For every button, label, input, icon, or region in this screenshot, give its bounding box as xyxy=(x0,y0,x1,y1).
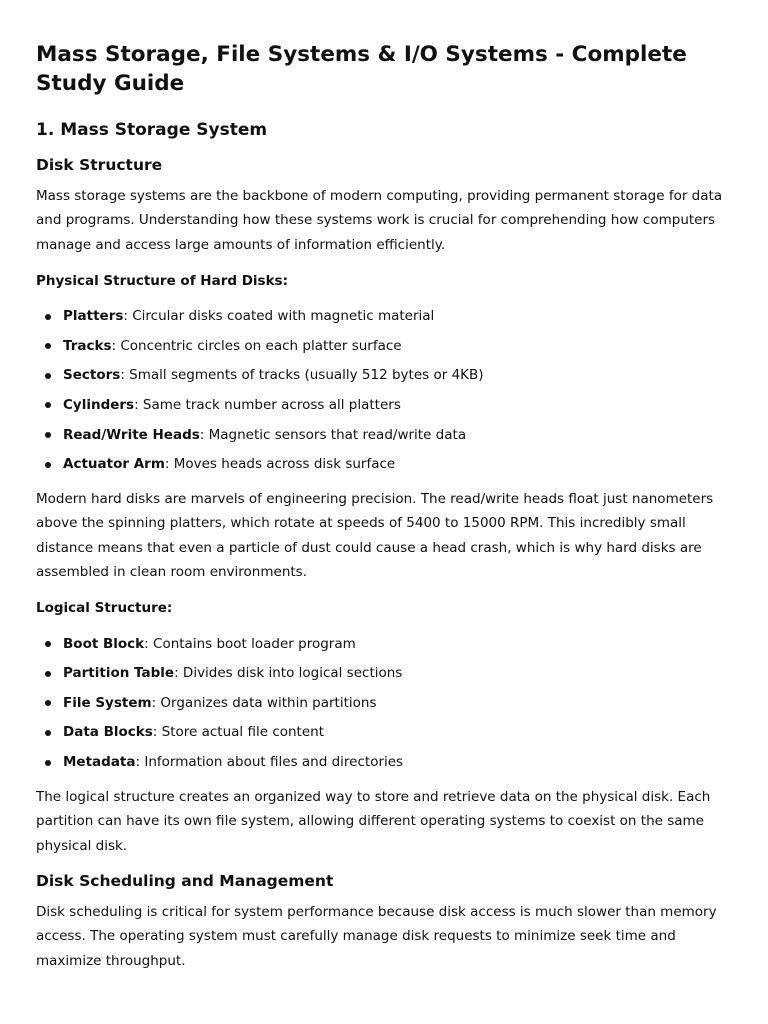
bullet-icon xyxy=(45,343,51,349)
list-item xyxy=(36,662,732,684)
list-desc: : Information about files and directories xyxy=(135,754,404,771)
list-term: File System xyxy=(63,694,152,711)
physical-structure-label: Physical Structure of Hard Disks: xyxy=(36,272,288,289)
list-desc: : Contains boot loader program xyxy=(144,635,356,652)
list-item xyxy=(36,633,732,655)
list-desc: : Concentric circles on each platter surface xyxy=(111,337,402,354)
list-item xyxy=(36,335,732,357)
list-term: Metadata xyxy=(63,754,136,771)
list-term: Sectors xyxy=(63,367,121,384)
list-desc: : Organizes data within partitions xyxy=(151,694,377,711)
list-term: Cylinders xyxy=(63,396,135,413)
bullet-icon xyxy=(45,641,51,647)
bullet-icon xyxy=(45,700,51,706)
list-desc: : Store actual file content xyxy=(152,724,325,741)
list-item xyxy=(36,394,732,416)
list-desc: : Moves heads across disk surface xyxy=(164,456,396,473)
logical-structure-list xyxy=(36,633,732,773)
physical-structure-paragraph: Modern hard disks are marvels of engineering precision. The read/write heads float just nanometers above the spinning platters, which rotate at speeds of 5400 to 15000 RPM. This incredibly small distance means that even a particle of dust could cause a head crash, which is why hard disks are assembled in clean room environments. xyxy=(36,491,714,581)
list-term: Tracks xyxy=(63,337,112,354)
subsection-heading-disk-structure: Disk Structure xyxy=(36,156,163,174)
list-term: Read/Write Heads xyxy=(63,426,200,443)
bullet-icon xyxy=(45,462,51,468)
list-desc: : Same track number across all platters xyxy=(134,396,401,413)
list-desc: : Magnetic sensors that read/write data xyxy=(199,426,467,443)
list-term: Platters xyxy=(63,308,124,325)
bullet-icon xyxy=(45,730,51,736)
list-term: Partition Table xyxy=(63,665,175,682)
logical-structure-label: Logical Structure: xyxy=(36,600,173,617)
list-term: Boot Block xyxy=(63,635,145,652)
list-term: Data Blocks xyxy=(63,724,153,741)
list-item xyxy=(36,453,732,475)
disk-scheduling-paragraph: Disk scheduling is critical for system performance because disk access is much slower than memory access. The operating system must carefully manage disk requests to minimize seek time and maximize throughput. xyxy=(36,903,717,969)
list-desc: : Small segments of tracks (usually 512 bytes or 4KB) xyxy=(120,367,484,384)
bullet-icon xyxy=(45,373,51,379)
list-term: Actuator Arm xyxy=(63,456,165,473)
bullet-icon xyxy=(45,671,51,677)
list-item xyxy=(36,364,732,386)
list-item xyxy=(36,751,732,773)
logical-structure-paragraph: The logical structure creates an organized way to store and retrieve data on the physical disk. Each partition can have its own file system, allowing different operating systems to coexist on the same physical disk. xyxy=(36,789,711,854)
list-desc: : Circular disks coated with magnetic material xyxy=(123,308,435,325)
subsection-heading-disk-scheduling: Disk Scheduling and Management xyxy=(36,871,334,890)
bullet-icon xyxy=(45,314,51,320)
physical-structure-list xyxy=(36,305,732,475)
bullet-icon xyxy=(45,402,51,408)
document-title: Mass Storage, File Systems & I/O Systems - Complete Study Guide xyxy=(36,42,687,96)
disk-structure-intro: Mass storage systems are the backbone of modern computing, providing permanent storage for data and programs. Understanding how these systems work is crucial for comprehending how computers manage and access large amounts of information efficiently. xyxy=(36,188,723,253)
bullet-icon xyxy=(45,760,51,766)
list-item xyxy=(36,692,732,714)
section-heading-mass-storage: 1. Mass Storage System xyxy=(36,120,268,140)
list-desc: : Divides disk into logical sections xyxy=(174,665,403,682)
list-item xyxy=(36,424,732,446)
list-item xyxy=(36,721,732,743)
bullet-icon xyxy=(45,432,51,438)
list-item xyxy=(36,305,732,327)
